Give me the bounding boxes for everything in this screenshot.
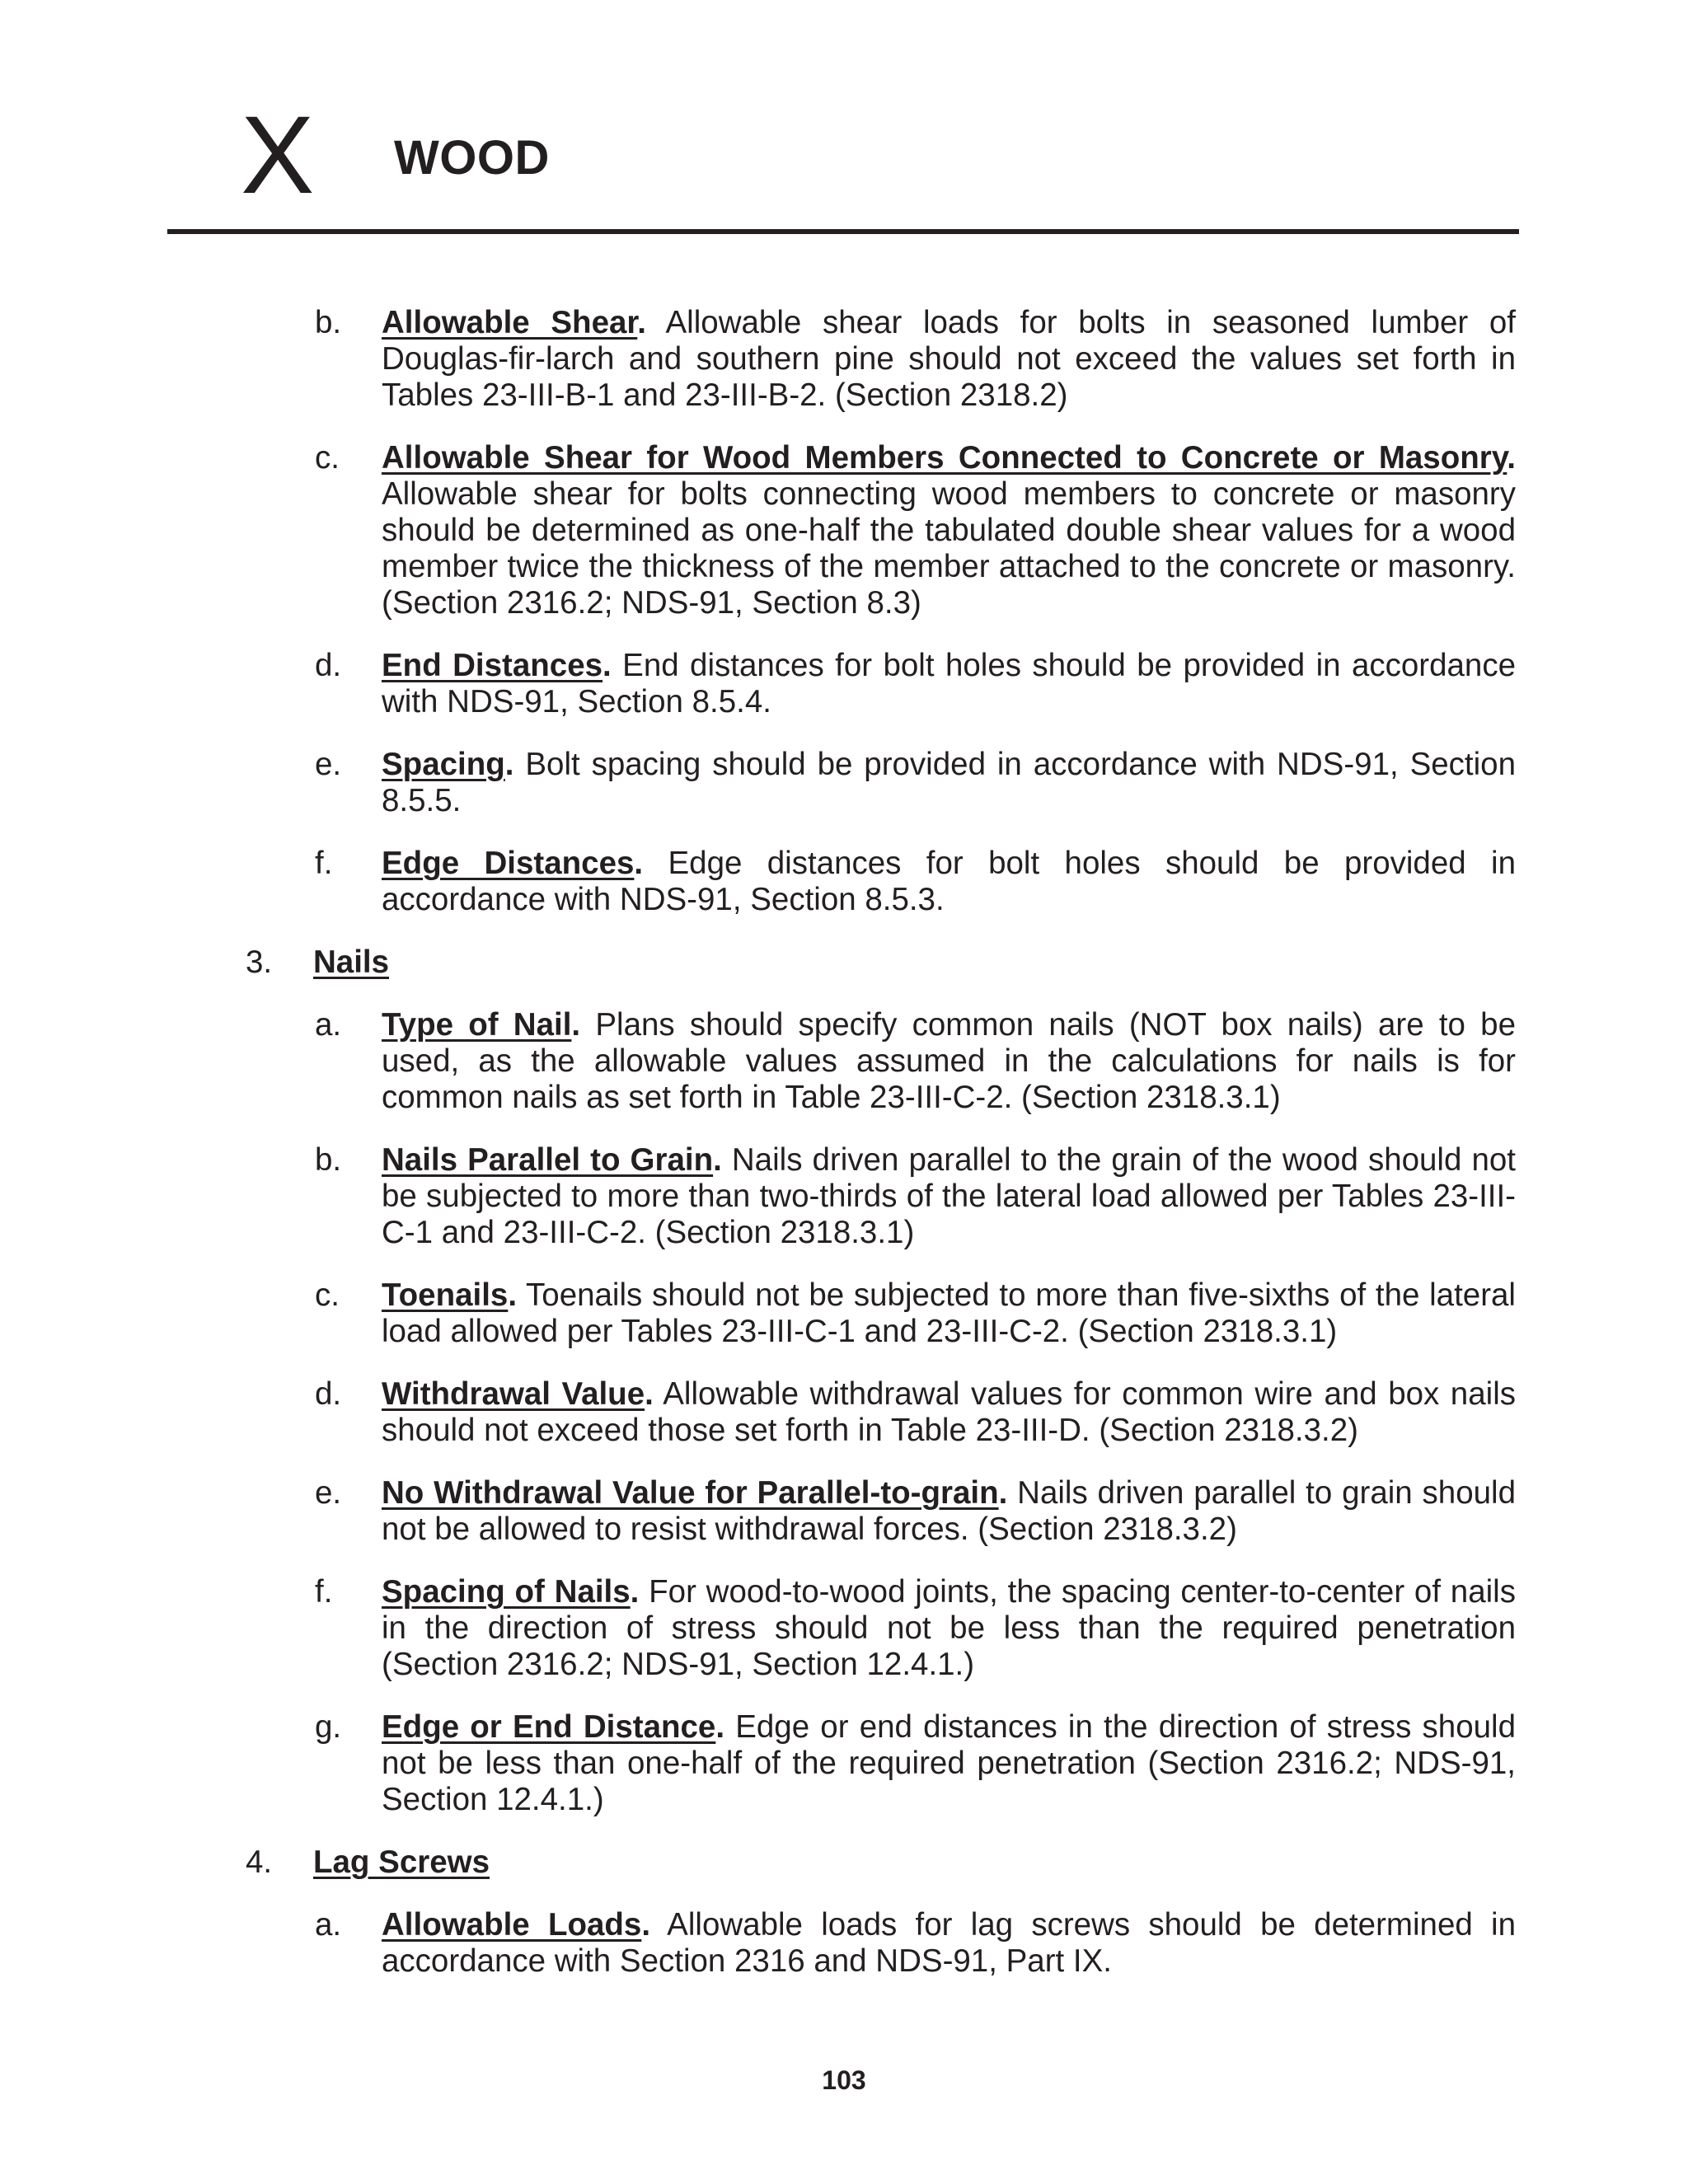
list-item	[315, 1142, 1516, 1251]
list-marker: e.	[315, 1475, 342, 1511]
list-item	[315, 846, 1516, 918]
item-heading	[382, 305, 646, 340]
list-marker: 3.	[246, 944, 273, 980]
list-marker: a.	[315, 1907, 342, 1943]
page-number: 103	[822, 2065, 866, 2095]
item-heading-text: Allowable Loads	[382, 1907, 642, 1943]
item-body: Allowable shear loads for bolts in seasoned lumber of Douglas-fir-larch and southern pine should not exceed the values set forth in Tables 23-III-B-1 and 23-III-B-2. (Section 2318.2)	[382, 305, 1516, 413]
item-heading-text: Lag Screws	[313, 1844, 490, 1880]
item-heading	[382, 1907, 650, 1943]
item-heading-text: Withdrawal Value	[382, 1376, 645, 1412]
item-body: Allowable withdrawal values for common wire and box nails should not exceed those set forth in Table 23-III-D. (Section 2318.3.2)	[382, 1376, 1516, 1448]
list-item	[315, 747, 1516, 819]
item-heading-text: End Distances	[382, 648, 603, 683]
item-heading-text: Edge or End Distance	[382, 1709, 716, 1745]
item-heading-text: Spacing	[382, 747, 505, 782]
list-marker: g.	[315, 1709, 342, 1745]
item-heading-text: Nails Parallel to Grain	[382, 1142, 714, 1178]
item-heading-punct: .	[715, 1709, 725, 1745]
item-heading-punct: .	[1507, 440, 1516, 476]
chapter-title: WOOD	[394, 131, 550, 185]
chapter-letter: X	[241, 94, 315, 217]
item-heading	[382, 1709, 724, 1745]
list-item	[315, 1709, 1517, 1818]
item-body: Bolt spacing should be provided in accordance with NDS-91, Section 8.5.5.	[382, 747, 1516, 818]
item-heading-text: Allowable Shear for Wood Members Connected to Concrete or Masonry	[382, 440, 1507, 476]
item-body: Edge distances for bolt holes should be provided in accordance with NDS-91, Section 8.5.3.	[382, 846, 1516, 917]
item-body: End distances for bolt holes should be provided in accordance with NDS-91, Section 8.5.4.	[382, 648, 1517, 719]
list-marker: c.	[315, 1277, 340, 1313]
document-body	[0, 305, 1688, 1980]
item-heading-punct: .	[634, 846, 644, 881]
list-marker: 4.	[246, 1844, 273, 1880]
item-heading-punct: .	[508, 1277, 518, 1313]
item-heading	[382, 1142, 722, 1178]
item-heading	[313, 1844, 490, 1880]
list-item	[315, 1475, 1516, 1548]
item-body: Plans should specify common nails (NOT box nails) are to be used, as the allowable values assumed in the calculations for nails is for common nails as set forth in Table 23-III-C-2. (Section 2318.3.1)	[382, 1007, 1516, 1115]
item-heading-text: Type of Nail	[382, 1007, 572, 1043]
list-marker: a.	[315, 1007, 342, 1043]
list-item	[315, 305, 1516, 414]
item-heading-punct: .	[504, 747, 514, 782]
item-body: Allowable loads for lag screws should be determined in accordance with Section 2316 and NDS-91, Part IX.	[382, 1907, 1517, 1979]
list-marker: c.	[315, 440, 340, 476]
item-heading-punct: .	[713, 1142, 722, 1178]
list-marker: f.	[315, 846, 333, 881]
list-item	[315, 1007, 1516, 1116]
item-body: Nails driven parallel to grain should not be allowed to resist withdrawal forces. (Section 2318.3.2)	[382, 1475, 1516, 1547]
list-item	[315, 648, 1517, 720]
list-marker: b.	[315, 305, 342, 340]
item-heading-text: Nails	[313, 944, 390, 980]
item-heading	[382, 1376, 654, 1412]
list-marker: f.	[315, 1574, 333, 1610]
list-item	[315, 1574, 1516, 1683]
item-heading	[382, 1574, 639, 1610]
item-heading	[382, 1007, 580, 1043]
list-item	[315, 440, 1516, 621]
item-heading-punct: .	[998, 1475, 1008, 1511]
item-body: Edge or end distances in the direction of stress should not be less than one-half of the required penetration (Section 2316.2; NDS-91, Section 12.4.1.)	[382, 1709, 1517, 1817]
section-heading	[246, 1844, 1516, 1881]
item-heading	[382, 747, 513, 782]
header-rule	[167, 229, 1519, 234]
item-heading-punct: .	[630, 1574, 640, 1610]
section-heading	[246, 944, 1516, 981]
item-body: Allowable shear for bolts connecting wood members to concrete or masonry should be determined as one-half the tabulated double shear values for a wood member twice the thickness of the member attached to the concrete or masonry. (Section 2316.2; NDS-91, Section 8.3)	[382, 476, 1516, 621]
item-heading-punct: .	[571, 1007, 581, 1043]
item-heading	[313, 944, 389, 980]
item-body: Toenails should not be subjected to more than five-sixths of the lateral load allowed per Tables 23-III-C-1 and 23-III-C-2. (Section 2318.3.1)	[382, 1277, 1516, 1349]
list-marker: e.	[315, 747, 342, 782]
list-item	[315, 1376, 1516, 1449]
item-heading	[382, 1475, 1007, 1511]
item-heading	[382, 846, 643, 881]
item-heading	[382, 648, 612, 683]
list-marker: d.	[315, 648, 342, 683]
item-heading-text: Spacing of Nails	[382, 1574, 631, 1610]
item-heading-punct: .	[637, 305, 646, 340]
list-item	[315, 1277, 1516, 1350]
list-marker: b.	[315, 1142, 342, 1178]
item-heading-punct: .	[603, 648, 612, 683]
list-item	[315, 1907, 1517, 1980]
item-heading	[382, 1277, 517, 1313]
item-body: For wood-to-wood joints, the spacing center-to-center of nails in the direction of stress should not be less than the required penetration (Section 2316.2; NDS-91, Section 12.4.1.)	[382, 1574, 1516, 1682]
item-heading-text: No Withdrawal Value for Parallel-to-grain	[382, 1475, 999, 1511]
item-heading-text: Allowable Shear	[382, 305, 638, 340]
item-body: Nails driven parallel to the grain of the wood should not be subjected to more than two-thirds of the lateral load allowed per Tables 23-III-C-1 and 23-III-C-2. (Section 2318.3.1)	[382, 1142, 1516, 1250]
item-heading-punct: .	[645, 1376, 654, 1412]
item-heading	[382, 440, 1516, 476]
item-heading-text: Edge Distances	[382, 846, 635, 881]
list-marker: d.	[315, 1376, 342, 1412]
item-heading-punct: .	[641, 1907, 651, 1943]
item-heading-text: Toenails	[382, 1277, 509, 1313]
